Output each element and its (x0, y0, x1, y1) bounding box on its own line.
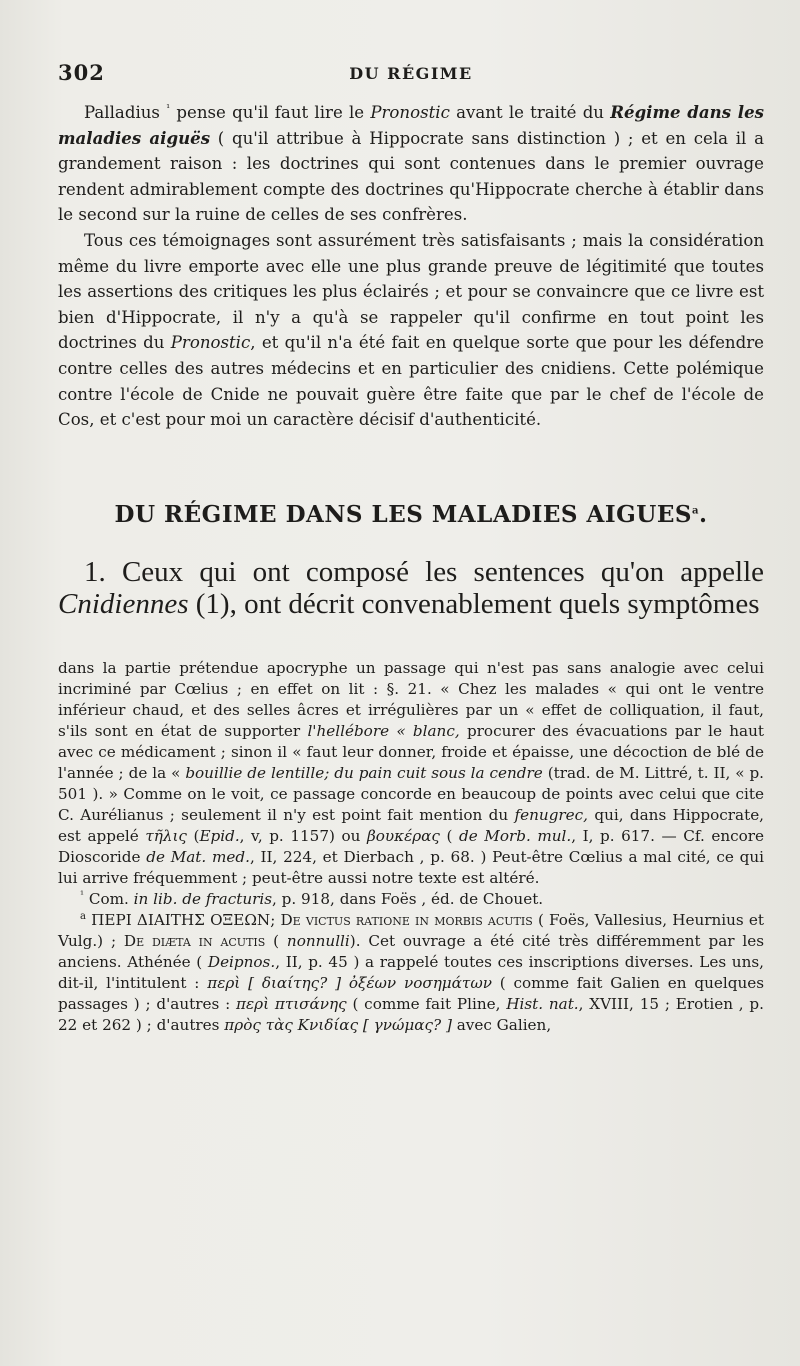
section-title: DU RÉGIME DANS LES MALADIES AIGUES$^a$. (114, 500, 708, 528)
paragraph-temoignages: Tous ces témoignages sont assurément très satisfaisants ; mais la considération même du livre emporte avec elle une plus grande preuve de légitimité que toutes les assertions des critiques les plus éclairés ; et pour se convaincre que ce livre est bien d'Hippocrate, il n'y a qu'à se rappeler qu'il confirme en tout point les doctrines du Pronostic, et qu'il n'a été fait en quelque sorte que pour les défendre contre celles des autres médecins et en particulier des cnidiens. Cette polémique contre l'école de Cnide ne pouvait guère être faite que par le chef de l'école de Cos, et c'est pour moi un caractère décisif d'authenticité. (58, 230, 764, 430)
running-head (58, 52, 764, 92)
footnote-ref-1: ¹ (166, 103, 171, 115)
footnote-1: $^{^1}$ Com. in lib. de fracturis, p. 918, dans Foës , éd. de Chouet. (80, 889, 544, 908)
running-title: DU RÉGIME (349, 64, 473, 83)
body-text (58, 100, 764, 433)
paragraph-palladius: Palladius $^{^1}$ pense qu'il faut lire le Pronostic avant le traité du Régime dans les maladies aiguës ( qu'il attribue à Hippocrate sans distinction ) ; et en cela il a grandement raison : les doctrines qui sont contenues dans le premier ouvrage rendent admirablement compte des doctrines qu'Hippocrate cherche à établir dans le second sur la ruine de celles de ses confrères. (58, 102, 764, 225)
page-number: 302 (58, 60, 105, 85)
footnotes (58, 658, 764, 1036)
footnote-ref-a: a (691, 505, 699, 517)
footnote-continuation: dans la partie prétendue apocryphe un passage qui n'est pas sans analogie avec celui incriminé par Cœlius ; en effet on lit : §. 21. « Chez les malades « qui ont le ventre inférieur chaud, et des selles âcres et irrégulières par un « effet de colliquation, il faut, s'ils sont en état de supporter l'hellébore « blanc, procurer des évacuations par le haut avec ce médicament ; sinon il « faut leur donner, froide et épaisse, une décoction de blé de l'année ; de la « bouillie de lentille; du pain cuit sous la cendre (trad. de M. Littré, t. II, « p. 501 ). » Comme on le voit, ce passage concorde en beaucoup de points avec celui que cite C. Aurélianus ; seulement il n'y est point fait mention du fenugrec, qui, dans Hippocrate, est appelé τῆλις (Epid., v, p. 1157) ou βουκέρας ( de Morb. mul., I, p. 617. — Cf. encore Dioscoride de Mat. med., II, 224, et Dierbach , p. 68. ) Peut-être Cœlius a mal cité, ce qui lui arrive fréquemment ; peut-être aussi notre texte est altéré. (58, 658, 765, 887)
treatise-text: 1. Ceux qui ont composé les sentences qu'on appelle Cnidiennes (1), ont décrit convenablement quels symptômes (58, 555, 764, 620)
footnote-a: $^a$ ΠΕΡΙ ΔΙΑΙΤΗΣ ΟΞΕΩΝ; De victus ratione in morbis acutis ( Foës, Vallesius, Heurnius et Vulg.) ; De diæta in acutis ( nonnulli). Cet ouvrage a été cité très différemment par les anciens. Athénée ( Deipnos., II, p. 45 ) a rappelé toutes ces inscriptions diverses. Les uns, dit-il, l'intitulent : περὶ [ διαίτης? ] ὀξέων νοσημάτων ( comme fait Galien en quelques passages ) ; d'autres : περὶ πτισάνης ( comme fait Pline, Hist. nat., XVIII, 15 ; Erotien , p. 22 et 262 ) ; d'autres πρὸς τὰς Κνιδίας [ γνώμας? ] avec Galien, (58, 910, 765, 1034)
